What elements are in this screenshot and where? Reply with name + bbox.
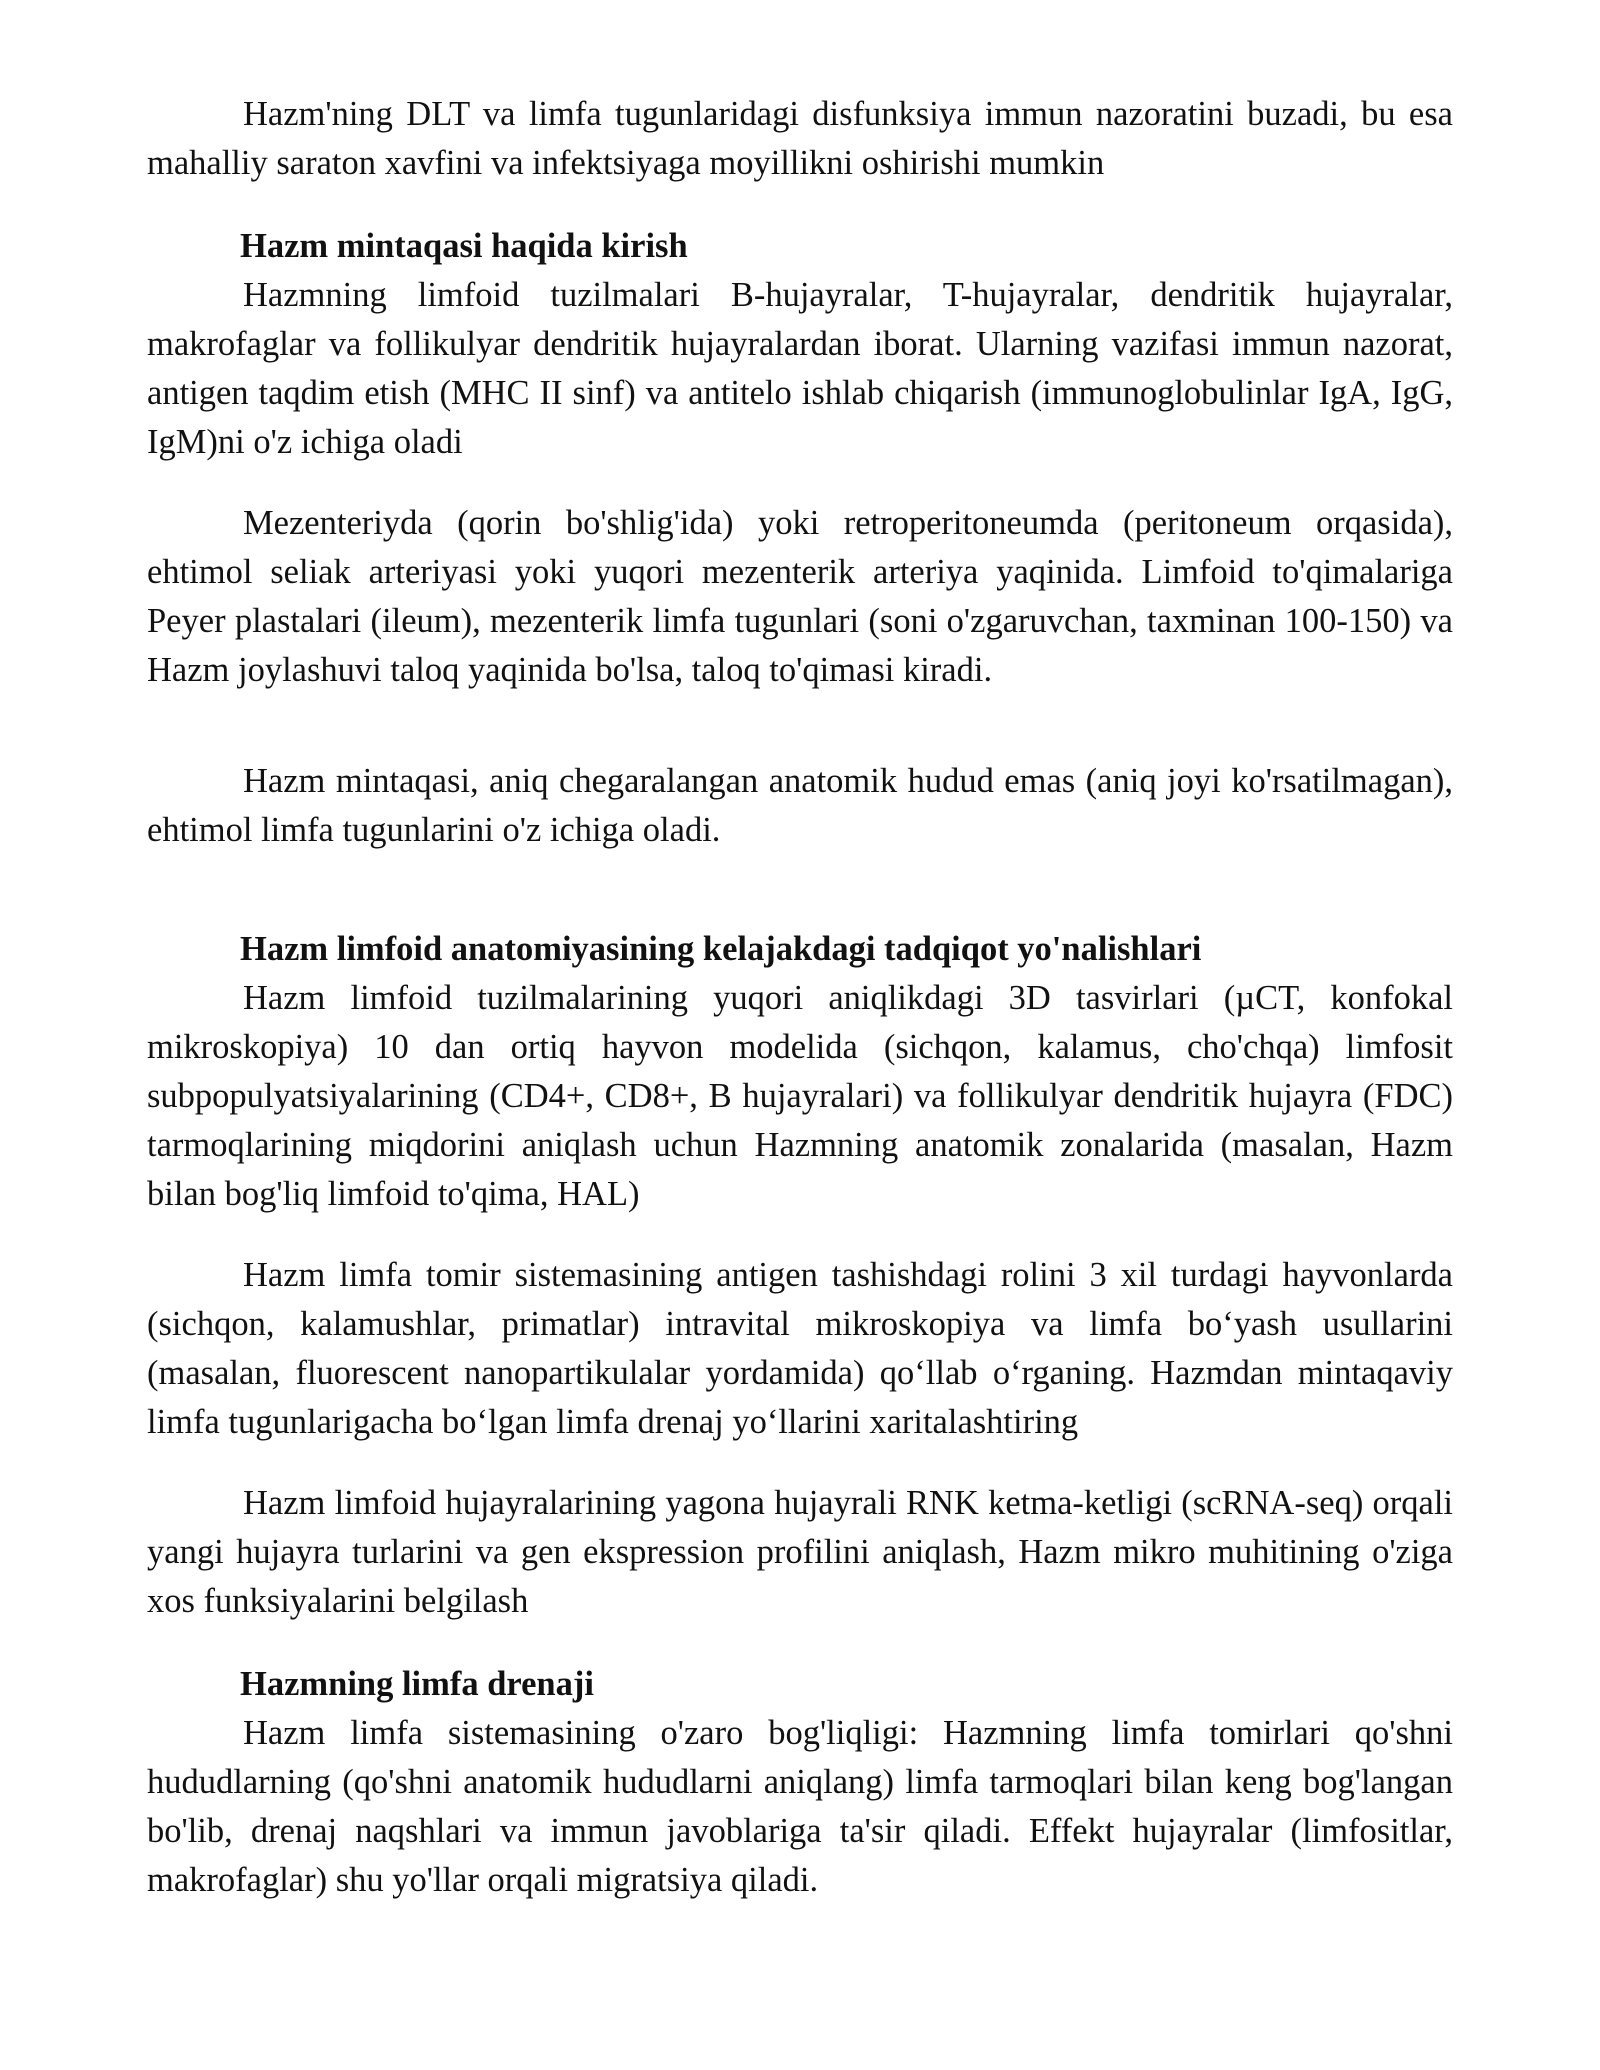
heading-future-research: Hazm limfoid anatomiyasining kelajakdagi tadqiqot yo'nalishlari: [240, 930, 1202, 968]
paragraph-dlt-dysfunction: Hazm'ning DLT va limfa tugunlaridagi disfunksiya immun nazoratini buzadi, bu esa mahalliy saraton xavfini va infektsiyaga moyillikni oshirishi mumkin: [147, 95, 1453, 182]
paragraph-scrna-seq: Hazm limfoid hujayralarining yagona hujayrali RNK ketma-ketligi (scRNA-seq) orqali yangi hujayra turlarini va gen ekspression profilini aniqlash, Hazm mikro muhitining o'ziga xos funksiyalarini belgilash: [147, 1484, 1453, 1620]
heading-introduction: Hazm mintaqasi haqida kirish: [240, 227, 688, 265]
paragraph-mesentery-location: Mezenteriyda (qorin bo'shlig'ida) yoki retroperitoneumda (peritoneum orqasida), ehtimol seliak arteriyasi yoki yuqori mezenterik arteriya yaqinida. Limfoid to'qimalariga Peyer plastalari (ileum), mezenterik limfa tugunlari (soni o'zgaruvchan, taxminan 100-150) va Hazm joylashuvi taloq yaqinida bo'lsa, taloq to'qimasi kiradi.: [147, 504, 1453, 689]
paragraph-lymph-vessel-study: Hazm limfa tomir sistemasining antigen tashishdagi rolini 3 xil turdagi hayvonlarda (sichqon, kalamushlar, primatlar) intravital mikroskopiya va limfa bo‘yash usullarini (masalan, fluorescent nanopartikulalar yordamida) qo‘llab o‘rganing. Hazmdan mintaqaviy limfa tugunlarigacha bo‘lgan limfa drenaj yo‘llarini xaritalashtiring: [147, 1256, 1453, 1441]
paragraph-region-definition: Hazm mintaqasi, aniq chegaralangan anatomik hudud emas (aniq joyi ko'rsatilmagan), ehtimol limfa tugunlarini o'z ichiga oladi.: [147, 762, 1453, 849]
document-page: [147, 90, 1453, 1905]
paragraph-3d-imaging: Hazm limfoid tuzilmalarining yuqori aniqlikdagi 3D tasvirlari (µCT, konfokal mikroskopiya) 10 dan ortiq hayvon modelida (sichqon, kalamus, cho'chqa) limfosit subpopulyatsiyalarining (CD4+, CD8+, B hujayralari) va follikulyar dendritik hujayra (FDC) tarmoqlarining miqdorini aniqlash uchun Hazmning anatomik zonalarida (masalan, Hazm bilan bog'liq limfoid to'qima, HAL): [147, 979, 1453, 1213]
paragraph-lymphoid-structures: Hazmning limfoid tuzilmalari B-hujayralar, T-hujayralar, dendritik hujayralar, makrofaglar va follikulyar dendritik hujayralardan iborat. Ularning vazifasi immun nazorat, antigen taqdim etish (MHC II sinf) va antitelo ishlab chiqarish (immunoglobulinlar IgA, IgG, IgM)ni o'z ichiga oladi: [147, 276, 1453, 461]
paragraph-lymph-interconnection: Hazm limfa sistemasining o'zaro bog'liqligi: Hazmning limfa tomirlari qo'shni hududlarning (qo'shni anatomik hududlarni aniqlang) limfa tarmoqlari bilan keng bog'langan bo'lib, drenaj naqshlari va immun javoblariga ta'sir qiladi. Effekt hujayralar (limfositlar, makrofaglar) shu yo'llar orqali migratsiya qiladi.: [147, 1714, 1453, 1899]
heading-lymph-drainage: Hazmning limfa drenaji: [240, 1665, 594, 1703]
